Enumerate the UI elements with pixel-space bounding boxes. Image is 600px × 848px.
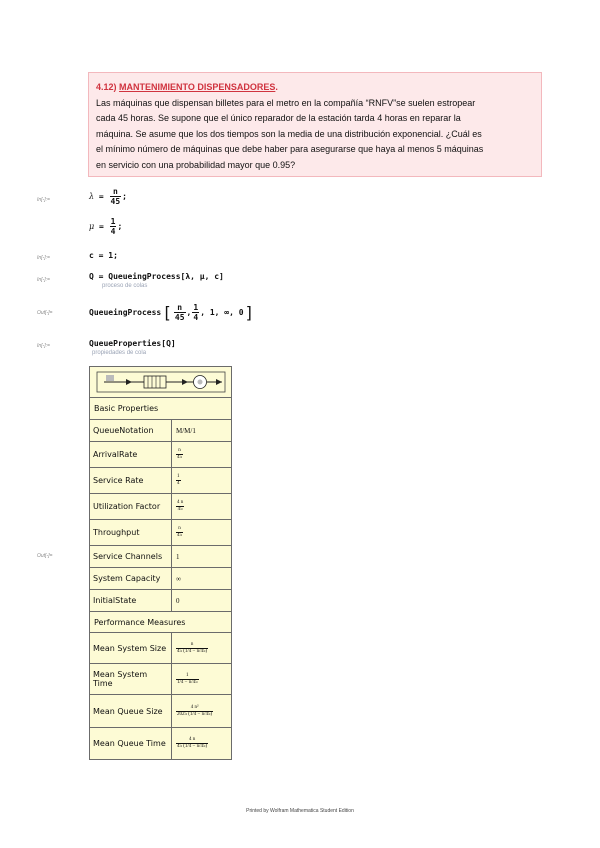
problem-statement xyxy=(88,72,542,177)
problem-line-2: cada 45 horas. Se supone que el único reparador de la estación tarda 4 horas en reparar la xyxy=(96,113,461,123)
function-hint: propiedades de cola xyxy=(92,350,147,356)
table-row: InitialState 0 xyxy=(90,589,231,611)
table-row: Throughput n 45 xyxy=(90,519,231,545)
problem-line-4: el mínimo número de máquinas que debe haber para asegurarse que haya al menos 5 máquinas xyxy=(96,144,484,154)
table-row: Mean System Size n 45 (1/4 − n/45) xyxy=(90,632,231,663)
output-label: Out[-]= xyxy=(37,553,53,559)
table-row: ArrivalRate n 45 xyxy=(90,441,231,467)
mu-fraction: $\frac{1}{4}$ xyxy=(110,217,116,236)
table-row: Service Rate 1 4 xyxy=(90,467,231,493)
c-definition[interactable]: c = 1; xyxy=(89,251,118,260)
problem-line-3: máquina. Se asume que los dos tiempos son la media de una distribución exponencial. ¿Cuál es xyxy=(96,128,482,139)
section-performance-measures: Performance Measures xyxy=(90,611,231,632)
input-label: In[-]:= xyxy=(37,197,50,203)
table-row: QueueNotation M/M/1 xyxy=(90,419,231,441)
table-row: Mean Queue Time 4 n 45 (1/4 − n/45) xyxy=(90,727,231,759)
table-row: Mean Queue Size 4 n² 2025 (1/4 − n/45) xyxy=(90,694,231,727)
lambda-fraction: $\frac{n}{45}$ xyxy=(110,187,121,206)
queue-properties-input[interactable]: QueueProperties[Q] xyxy=(89,339,176,348)
table-row: System Capacity ∞ xyxy=(90,567,231,589)
section-basic-properties: Basic Properties xyxy=(90,397,231,419)
queue-diagram xyxy=(90,367,231,397)
table-row: Utilization Factor 4 n 45 xyxy=(90,493,231,519)
mu-definition[interactable]: μ = $\frac{1}{4}$ ; xyxy=(89,217,123,236)
footer-note: Printed by Wolfram Mathematica Student Edition xyxy=(246,808,354,814)
problem-line-5: en servicio con una probabilidad mayor que 0.95? xyxy=(96,159,296,170)
problem-line-1: Las máquinas que dispensan billetes para el metro en la compañía “RNFV”se suelen estropear xyxy=(96,97,476,108)
table-row: Service Channels 1 xyxy=(90,545,231,567)
queue-properties-table xyxy=(89,366,232,760)
problem-title: 4.12) MANTENIMIENTO DISPENSADORES. xyxy=(96,82,278,92)
input-label: In[-]:= xyxy=(37,343,50,349)
problem-title-text: MANTENIMIENTO DISPENSADORES xyxy=(119,82,276,92)
lambda-definition[interactable]: λ = $\frac{n}{45}$ ; xyxy=(89,187,127,206)
queueing-process-output: QueueingProcess [ $\frac{n}{45}$ , $\frac{1}{4}$ , 1, ∞, 0 ] xyxy=(89,302,255,322)
queue-diagram-icon xyxy=(96,370,226,394)
output-label: Out[-]= xyxy=(37,310,53,316)
input-label: In[-]:= xyxy=(37,277,50,283)
table-row: Mean System Time 1 1/4 − n/45 xyxy=(90,663,231,694)
queueing-process-input[interactable]: Q = QueueingProcess[λ, μ, c] xyxy=(89,272,224,281)
function-hint: proceso de colas xyxy=(102,283,148,289)
input-label: In[-]:= xyxy=(37,255,50,261)
